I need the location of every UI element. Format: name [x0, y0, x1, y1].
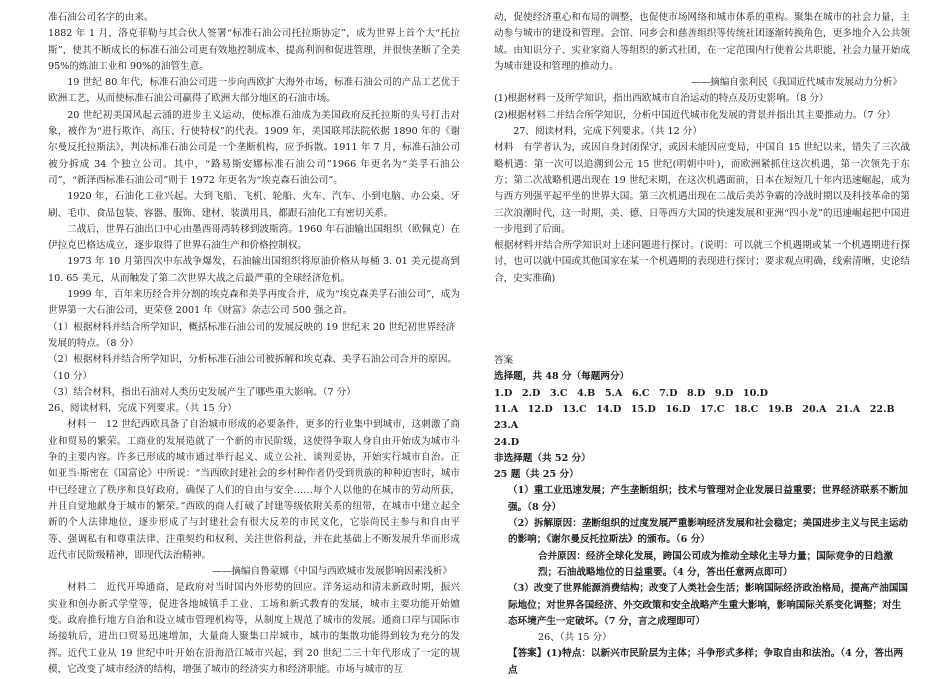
material-1-source: ——摘编自鲁蒙娜《中国与西欧城市发展影响因素浅析》 [212, 566, 452, 578]
multiple-choice-title: 选择题，共 48 分（每题两分） [494, 371, 630, 383]
answer-26-title: 26、（共 15 分） [538, 632, 612, 644]
question-27-task: 根据材料并结合所学知识对上述问题进行探讨。(说明：可以就三个机遇期或某一个机遇期进行探讨，也可以就中国或其他国家在某一个机遇期的表现进行探讨；要求观点明确，线索清晰，史论结合，史实准确) [494, 240, 910, 284]
material-2-source: ——摘编自张利民《我国近代城市发展动力分析》 [690, 77, 902, 89]
material-2-continued: 动，促使经济重心和布局的调整，也促使市场网络和城市体系的重构。聚集在城市的社会力量，主动参与城市的建设和管理。会馆、同乡会和慈善组织等传统社团逐渐转换角色，更多地介入公共领域。由知识分子、实业家商人等组织的新式社团，在一定范围内行使着公共职能，社会力量开始成为城市建设和管理的推动力。 [494, 12, 910, 72]
left-paragraph-2: 1882 年 1 月，洛克菲勒与其合伙人签署“标准石油公司托拉斯协定”，成为世界上首个大“托拉斯”，使其不断成长的标准石油公司更有效地控制成本、提高利润和促进管理，并很快垄断了全美95%的炼油工业和 90%的油管生意。 [48, 28, 460, 72]
question-25-2: （2）根据材料并结合所学知识，分析标准石油公司被拆解和埃克森、美孚石油公司合并的原因。（10 分） [48, 354, 458, 382]
mc-answers-line-1: 1.D 2.D 3.C 4.B 5.A 6.C 7.D 8.D 9.D 10.D [494, 387, 768, 399]
material-2: 材料二 近代开埠通商，是政府对当时国内外形势的回应。洋务运动和清末新政时期，振兴实业和创办新式学堂等，促进各地城镇手工业、工场和新式教育的发展，城市主要功能开始嬗变。政府推行地方自治和设立城市管理机构等，从制度上规范了城市的发展。通商口岸与国际市场接轨后，进出口贸易迅速增加，大量商人聚集口岸城市，城市的集散功能得到较为充分的发挥。近代工业从 19 世纪中叶开始在沿海沿江城市兴起，到 20 世纪二三十年代形成了一定的规模，它改变了城市经济的结构，增强了城市的经济实力和经济职能。市场与城市的互 [48, 582, 460, 675]
left-paragraph-4: 20 世纪初美国风起云涌的进步主义运动，使标准石油成为美国政府反托拉斯的头号打击对象，被作为“进行欺诈、高压、行使特权”的代表。1909 年，美国联邦法院依据 1890 年的《谢尔曼反托拉斯法》，判决标准石油公司是一个垄断机构，应予拆散。1911 年 7 月，标准石油公司被分拆成 34 个独立公司。其中，“路易斯安娜标准石油公司”1966 年更名为“美孚石油公司”，“新泽西标准石油公司”则于 1972 年更名为“埃克森石油公司”。 [48, 109, 460, 186]
answer-25-2-merge: 合并原因：经济全球化发展，跨国公司成为推动全球化主导力量；国际竞争的日趋激烈；石油战略地位的日益重要。（4 分，答出任意两点即可） [538, 550, 893, 578]
mc-answers-line-3: 24.D [494, 436, 520, 448]
question-27-heading: 27、阅读材料，完成下列要求。（共 12 分） [513, 126, 702, 138]
mc-answers-line-2: 11.A 12.D 13.C 14.D 15.D 16.D 17.C 18.C 19.B 20.A 21.A 22.B 23.A [494, 403, 905, 432]
material-1: 材料一 12 世纪西欧具备了自治城市形成的必要条件，更多的行业集中到城市，这刺激了商业和贸易的繁荣。工商业的发展造就了一个新的市民阶级，这使得争取人身自由开始成为城市斗争的主要内容。许多已形成的城市通过举行起义、成立公社、谈判妥协，开始实行城市自治。正如亚当·斯密在《国富论》中所说：“当西欧封建社会的乡村种作者仍受到贵族的种种迫害时，城市中已经建立了秩序和良好政府，确保了人们的自由与安全……每个人以他的在城市的劳动所获，并且自觉地献身于城市的繁荣。”西欧的商人打破了封建等级依附关系的纽带，在城市中建立起全新的个人法律地位，逐步形成了与封建社会有很大反差的市民文化，它崇尚民主参与和自由平等、强调私有和尊重法律、注重契约和权利、关注世俗利益，并在此基础上不断发展升华而形成近代市民阶级精神，即现代法治精神。 [48, 419, 460, 561]
answer-25-1: （1）重工业迅速发展；产生垄断组织；技术与管理对企业发展日益重要；世界经济联系不断加强。（8 分） [508, 485, 909, 513]
non-mc-title: 非选择题（共 52 分） [494, 452, 591, 464]
left-paragraph-8: 1999 年，百年来历经合并分割的埃克森和美孚再度合并，成为“埃克森美孚石油公司”，成为世界第一大石油公司，更荣登 2001 年《财富》杂志公司 500 强之首。 [48, 289, 460, 317]
right-column [494, 10, 910, 679]
left-column [48, 10, 460, 678]
material-27: 材料 有学者认为，或因自身封闭保守，或因未能因应变局，中国自 15 世纪以来，错失了三次战略机遇：第一次可以追溯到公元 15 世纪(明朝中叶)，而欧洲紧抓住这次机遇，第一次领先于东方；第二次战略机遇出现在 19 世纪末期，在这次机遇面前，日本在短短几十年内迅速崛起，成为与西方列强平起平坐的世界大国。第三次机遇出现在二战后美苏争霸的冷战时期以及科技革命的第三次浪潮时代，这一时期，美、德、日等西方大国的快速发展和亚洲“四小龙”的迅速崛起把中国进一步甩到了后面。 [494, 142, 910, 235]
question-26-heading: 26、阅读材料，完成下列要求。（共 15 分） [48, 403, 237, 415]
left-paragraph-7: 1973 年 10 月第四次中东战争爆发，石油输出国组织将原油价格从每桶 3. 01 美元提高到 10. 65 美元，从而触发了第二次世界大战之后最严重的全球经济危机。 [48, 256, 460, 284]
left-paragraph-1: 准石油公司名字的由来。 [48, 12, 154, 23]
blank-gap [494, 287, 910, 353]
answer-25-title: 25 题（共 25 分） [494, 469, 579, 481]
question-25-3: （3）结合材料，指出石油对人类历史发展产生了哪些重大影响。（7 分） [48, 386, 356, 398]
question-26-1: (1)根据材料一及所学知识，指出西欧城市自治运动的特点及历史影响。（8 分） [494, 93, 829, 105]
answers-title: 答案 [494, 355, 514, 367]
left-paragraph-3: 19 世纪 80 年代，标准石油公司进一步向西欧扩大海外市场，标准石油公司的产品工艺优于欧洲工艺，从而使标准石油公司赢得了欧洲大部分地区的石油市场。 [48, 77, 460, 105]
answer-26-1: 【答案】(1)特点：以新兴市民阶层为主体；斗争形式多样；争取自由和法治。（4 分，答出两点 [508, 648, 904, 676]
left-paragraph-5: 1920 年，石油化工业兴起。大到飞船、飞机、轮船、火车、汽车、小到电脑、办公桌、牙刷、毛巾、食品包装、容器、服饰、建材、装潢用具，都跟石油化工有密切关系。 [48, 191, 460, 219]
question-25-1: （1）根据材料并结合所学知识，概括标准石油公司的发展反映的 19 世纪末 20 世纪初世界经济发展的特点。（8 分） [48, 321, 456, 349]
question-26-2: (2)根据材料二并结合所学知识，分析中国近代城市化发展的背景并指出其主要推动力。（7 分） [494, 109, 896, 121]
answer-25-2-split: （2）拆解原因：垄断组织的过度发展严重影响经济发展和社会稳定；美国进步主义与民主运动的影响；《谢尔曼反托拉斯法》的颁布。（6 分） [508, 518, 909, 546]
left-paragraph-6: 二战后，世界石油出口中心由墨西哥湾转移到波斯湾。1960 年石油输出国组织（欧佩克）在伊拉克巴格达成立，逐步取得了世界石油生产和价格控制权。 [48, 223, 460, 252]
answer-25-3: （3）改变了世界能源消费结构；改变了人类社会生活；影响国际经济政治格局，提高产油国国际地位；对世界各国经济、外交政策和安全战略产生重大影响，影响国际关系变化调整；对生态环境产生一定破坏。（7 分，言之成理即可） [508, 583, 909, 627]
